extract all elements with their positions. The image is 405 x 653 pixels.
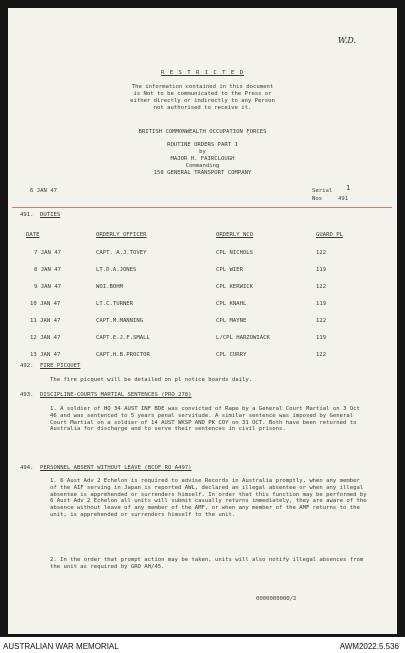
row-guard: 122 [316,318,327,324]
row-date: 9 JAN 47 [34,284,61,290]
absent-paragraph-1: 1. 6 Aust Adv 2 Echelon is required to advise Records in Australia promptly, when any member of the AIF serving in Japan is reported AWL, declared an illegal absentee or when any illegal absentee is apprehended or surrenders himself. In order that this function may be performed by 6 Aust Adv 2 Echelon all units will submit casually returns immediately, they are aware of the absence without leave of any member of the AMF, or when any member of the AMF returns to the unit, is apprehended or surrenders himself to the unit. [50,478,367,518]
handwritten-mark: W.D. [338,36,357,45]
row-officer: LT.D.A.JONES [96,267,137,273]
row-officer: CAPT.M.MANNING [96,318,144,324]
order-date: 6 JAN 47 [30,188,57,194]
row-guard: 119 [316,301,327,307]
row-guard: 119 [316,335,327,341]
row-nco: CPL MAYNE [216,318,247,324]
serial-value: 1 [346,184,351,192]
caption-source: AUSTRALIAN WAR MEMORIAL [3,642,119,651]
row-date: 7 JAN 47 [34,250,61,256]
row-guard: 122 [316,250,327,256]
red-rule [12,207,392,208]
row-officer: WOI.BOHM [96,284,123,290]
document-page [8,8,397,634]
row-guard: 122 [316,352,327,358]
absent-paragraph-2: 2. In the order that prompt action may be taken, units will also notify illegal absences from the unit as required by GRO AH/45. [50,557,364,570]
section-number-absent: 494. [20,465,34,471]
row-nco: CPL NICHOLS [216,250,254,256]
column-header-date: DATE [26,232,40,238]
row-guard: 122 [316,284,327,290]
nos-value: 491 [338,196,349,202]
column-header-guard: GUARD PL [316,232,343,238]
classification-heading: R E S T R I C T E D [161,70,244,76]
section-number-fire: 492. [20,363,34,369]
nos-label: Nos [312,196,323,202]
section-heading-fire: FIRE PICQUET [40,363,81,369]
row-date: 10 JAN 47 [30,301,61,307]
row-nco: CPL CURRY [216,352,247,358]
notice-line-4: not authorised to receive it. [153,105,252,111]
section-number-duties: 491. [20,212,34,218]
force-title: BRITISH COMMONWEALTH OCCUPATION FORCES [138,129,267,135]
unit-name: 158 GENERAL TRANSPORT COMPANY [153,170,252,176]
row-officer: CAPT.E.J.F.SMALL [96,335,150,341]
row-officer: LT.C.TURNER [96,301,134,307]
fire-picquet-text: The fire picquet will be detailed on pl notice boards daily. [50,377,253,383]
notice-line-2: is Not to be communicated to the Press or [133,91,272,97]
caption-accession: AWM2022.5.536 [339,642,399,651]
orders-title: ROUTINE ORDERS PART 1 [167,142,238,148]
section-number-discipline: 493. [20,392,34,398]
row-officer: CAPT. A.J.TOVEY [96,250,147,256]
row-date: 11 JAN 47 [30,318,61,324]
section-heading-duties: DUTIES [40,212,61,218]
row-date: 12 JAN 47 [30,335,61,341]
row-officer: CAPT.H.B.PROCTOR [96,352,150,358]
column-header-officer: ORDERLY OFFICER [96,232,147,238]
row-nco: CPL WIER [216,267,243,273]
section-heading-discipline: DISCIPLINE-COURTS MARTIAL SENTENCES (PRO 278) [40,392,192,398]
orders-author: MAJOR H. FAIRCLOUGH [170,156,235,162]
discipline-paragraph: 1. A soldier of HQ 34 AUST INF BDE was convicted of Rape by a General Court Martial on 3 Oct 46 and was sentenced to 5 years penal servitude. A similar sentence was imposed by General Court Martial on a soldier of 14 AUST WKSP AND PK COY on 31 OCT. Both have been returned to Australia for discharge and to serve their sentences in civil prisons. [50,406,360,433]
notice-line-1: The information contained in this document [131,84,274,90]
continuation-mark: 0000000000/2 [256,596,297,602]
row-date: 8 JAN 47 [34,267,61,273]
orders-role: Commanding [185,163,220,169]
section-heading-absent: PERSONNEL ABSENT WITHOUT LEAVE (BCOF RO A497) [40,465,192,471]
serial-label: Serial [312,188,333,194]
row-nco: CPL KNAHL [216,301,247,307]
row-nco: CPL KERWICK [216,284,254,290]
row-guard: 119 [316,267,327,273]
column-header-nco: ORDERLY NCO [216,232,254,238]
orders-by: by [199,149,206,155]
row-date: 13 JAN 47 [30,352,61,358]
row-nco: L/CPL HARZOWIACK [216,335,270,341]
notice-line-3: either directly or indirectly to any Person [130,98,275,104]
